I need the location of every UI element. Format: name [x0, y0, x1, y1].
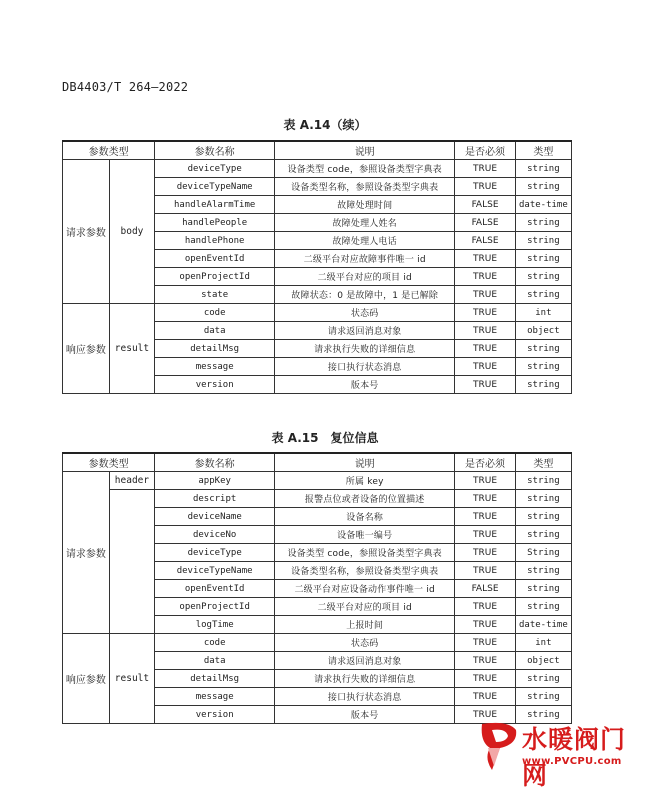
type-cell: string: [515, 598, 571, 616]
description-cell: 请求返回消息对象: [275, 322, 455, 340]
table-row: [63, 160, 572, 178]
param-name-cell: handlePeople: [155, 214, 275, 232]
table-row: [63, 634, 572, 652]
description-cell: 状态码: [275, 304, 455, 322]
col-header-param-name: 参数名称: [155, 141, 275, 160]
param-name-cell: deviceTypeName: [155, 178, 275, 196]
param-name-cell: appKey: [155, 472, 275, 490]
param-name-cell: handleAlarmTime: [155, 196, 275, 214]
type-cell: string: [515, 706, 571, 724]
param-subgroup-label: result: [109, 634, 155, 724]
document-id: DB4403/T 264—2022: [62, 80, 189, 94]
description-cell: 上报时间: [275, 616, 455, 634]
description-cell: 故障状态：0 是故障中，1 是已解除: [275, 286, 455, 304]
param-name-cell: deviceName: [155, 508, 275, 526]
required-cell: TRUE: [455, 598, 515, 616]
type-cell: string: [515, 508, 571, 526]
description-cell: 故障处理人电话: [275, 232, 455, 250]
type-cell: string: [515, 232, 571, 250]
param-name-cell: detailMsg: [155, 340, 275, 358]
required-cell: TRUE: [455, 490, 515, 508]
type-cell: string: [515, 358, 571, 376]
type-cell: string: [515, 376, 571, 394]
param-name-cell: data: [155, 652, 275, 670]
param-name-cell: data: [155, 322, 275, 340]
param-group-label: 响应参数: [63, 304, 110, 394]
type-cell: string: [515, 178, 571, 196]
param-name-cell: state: [155, 286, 275, 304]
required-cell: TRUE: [455, 358, 515, 376]
table-a15-title: 表 A.15 复位信息: [271, 431, 379, 445]
param-name-cell: openEventId: [155, 580, 275, 598]
required-cell: TRUE: [455, 508, 515, 526]
param-name-cell: deviceType: [155, 160, 275, 178]
param-name-cell: logTime: [155, 616, 275, 634]
description-cell: 二级平台对应故障事件唯一 id: [275, 250, 455, 268]
description-cell: 设备类型 code，参照设备类型字典表: [275, 544, 455, 562]
param-group-label: 请求参数: [63, 472, 110, 634]
type-cell: string: [515, 214, 571, 232]
type-cell: int: [515, 634, 571, 652]
required-cell: FALSE: [455, 214, 515, 232]
col-header-description: 说明: [275, 141, 455, 160]
required-cell: FALSE: [455, 580, 515, 598]
table-row: [63, 472, 572, 490]
description-cell: 请求返回消息对象: [275, 652, 455, 670]
type-cell: string: [515, 490, 571, 508]
param-name-cell: openEventId: [155, 250, 275, 268]
table-a15: [62, 452, 572, 724]
description-cell: 接口执行状态消息: [275, 358, 455, 376]
param-name-cell: code: [155, 304, 275, 322]
required-cell: TRUE: [455, 562, 515, 580]
description-cell: 二级平台对应设备动作事件唯一 id: [275, 580, 455, 598]
description-cell: 状态码: [275, 634, 455, 652]
required-cell: TRUE: [455, 376, 515, 394]
description-cell: 设备类型名称，参照设备类型字典表: [275, 178, 455, 196]
required-cell: TRUE: [455, 286, 515, 304]
param-group-label: 请求参数: [63, 160, 110, 304]
table-row: [63, 490, 572, 508]
type-cell: string: [515, 472, 571, 490]
param-name-cell: code: [155, 634, 275, 652]
col-header-type: 类型: [515, 141, 571, 160]
param-subgroup-label: header: [109, 472, 155, 490]
col-header-param-category: 参数类型: [63, 453, 155, 472]
param-group-label: 响应参数: [63, 634, 110, 724]
col-header-description: 说明: [275, 453, 455, 472]
description-cell: 设备类型名称，参照设备类型字典表: [275, 562, 455, 580]
description-cell: 二级平台对应的项目 id: [275, 598, 455, 616]
type-cell: string: [515, 526, 571, 544]
required-cell: TRUE: [455, 706, 515, 724]
required-cell: TRUE: [455, 160, 515, 178]
type-cell: string: [515, 670, 571, 688]
col-header-param-name: 参数名称: [155, 453, 275, 472]
description-cell: 设备类型 code，参照设备类型字典表: [275, 160, 455, 178]
description-cell: 接口执行状态消息: [275, 688, 455, 706]
type-cell: string: [515, 160, 571, 178]
required-cell: FALSE: [455, 232, 515, 250]
required-cell: TRUE: [455, 670, 515, 688]
col-header-type: 类型: [515, 453, 571, 472]
table-a14-title: 表 A.14（续）: [283, 118, 367, 132]
description-cell: 故障处理时间: [275, 196, 455, 214]
description-cell: 版本号: [275, 376, 455, 394]
type-cell: date-time: [515, 616, 571, 634]
type-cell: object: [515, 322, 571, 340]
param-name-cell: detailMsg: [155, 670, 275, 688]
required-cell: TRUE: [455, 250, 515, 268]
required-cell: TRUE: [455, 544, 515, 562]
param-name-cell: version: [155, 376, 275, 394]
param-subgroup-label: [109, 490, 155, 634]
description-cell: 设备名称: [275, 508, 455, 526]
required-cell: TRUE: [455, 472, 515, 490]
required-cell: TRUE: [455, 634, 515, 652]
required-cell: TRUE: [455, 652, 515, 670]
type-cell: string: [515, 250, 571, 268]
description-cell: 设备唯一编号: [275, 526, 455, 544]
param-name-cell: deviceNo: [155, 526, 275, 544]
type-cell: String: [515, 544, 571, 562]
table-a14: [62, 140, 572, 394]
table-header-row: [63, 453, 572, 472]
required-cell: FALSE: [455, 196, 515, 214]
site-watermark: [478, 718, 650, 790]
param-name-cell: descript: [155, 490, 275, 508]
description-cell: 二级平台对应的项目 id: [275, 268, 455, 286]
table-row: [63, 304, 572, 322]
watermark-url: www.PVCPU.com: [522, 756, 622, 767]
param-name-cell: deviceType: [155, 544, 275, 562]
required-cell: TRUE: [455, 526, 515, 544]
type-cell: string: [515, 580, 571, 598]
param-name-cell: openProjectId: [155, 268, 275, 286]
type-cell: object: [515, 652, 571, 670]
param-name-cell: deviceTypeName: [155, 562, 275, 580]
required-cell: TRUE: [455, 688, 515, 706]
pv-logo-icon: [478, 718, 520, 774]
type-cell: date-time: [515, 196, 571, 214]
type-cell: string: [515, 268, 571, 286]
required-cell: TRUE: [455, 322, 515, 340]
description-cell: 请求执行失败的详细信息: [275, 670, 455, 688]
param-name-cell: openProjectId: [155, 598, 275, 616]
col-header-required: 是否必须: [455, 141, 515, 160]
watermark-site-name: 水暖阀门网: [522, 725, 627, 790]
required-cell: TRUE: [455, 616, 515, 634]
param-name-cell: handlePhone: [155, 232, 275, 250]
param-name-cell: message: [155, 358, 275, 376]
table-header-row: [63, 141, 572, 160]
type-cell: string: [515, 562, 571, 580]
required-cell: TRUE: [455, 268, 515, 286]
type-cell: string: [515, 340, 571, 358]
description-cell: 请求执行失败的详细信息: [275, 340, 455, 358]
required-cell: TRUE: [455, 178, 515, 196]
description-cell: 故障处理人姓名: [275, 214, 455, 232]
required-cell: TRUE: [455, 340, 515, 358]
description-cell: 报警点位或者设备的位置描述: [275, 490, 455, 508]
type-cell: string: [515, 688, 571, 706]
col-header-param-category: 参数类型: [63, 141, 155, 160]
param-subgroup-label: result: [109, 304, 155, 394]
param-name-cell: message: [155, 688, 275, 706]
type-cell: int: [515, 304, 571, 322]
param-name-cell: version: [155, 706, 275, 724]
param-subgroup-label: body: [109, 160, 155, 304]
type-cell: string: [515, 286, 571, 304]
col-header-required: 是否必须: [455, 453, 515, 472]
required-cell: TRUE: [455, 304, 515, 322]
description-cell: 所属 key: [275, 472, 455, 490]
description-cell: 版本号: [275, 706, 455, 724]
